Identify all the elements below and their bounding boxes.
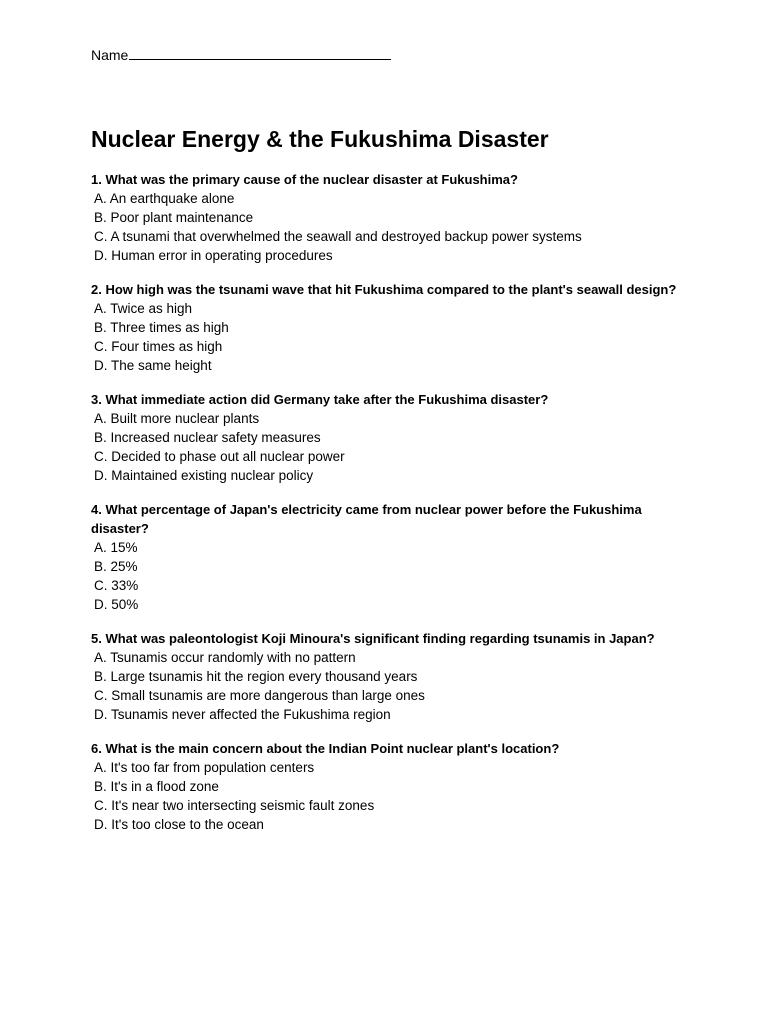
question-5 xyxy=(91,629,691,724)
answer-option-a: A. Built more nuclear plants xyxy=(94,411,260,426)
answer-option-c: C. A tsunami that overwhelmed the seawall and destroyed backup power systems xyxy=(94,229,582,244)
answer-options xyxy=(91,758,691,834)
answer-option-c: C. It's near two intersecting seismic fault zones xyxy=(94,798,375,813)
answer-options xyxy=(91,538,691,614)
answer-option-d: D. 50% xyxy=(94,597,139,612)
answer-option-d: D. Maintained existing nuclear policy xyxy=(94,468,314,483)
answer-option-a: A. An earthquake alone xyxy=(94,191,235,206)
question-1 xyxy=(91,170,691,265)
answer-options xyxy=(91,299,691,375)
question-4 xyxy=(91,500,691,614)
question-text: 4. What percentage of Japan's electricity came from nuclear power before the Fukushima disaster? xyxy=(91,502,642,536)
answer-option-c: C. 33% xyxy=(94,578,139,593)
name-blank-line xyxy=(129,45,391,60)
answer-option-a: A. Twice as high xyxy=(94,301,193,316)
question-text: 2. How high was the tsunami wave that hit Fukushima compared to the plant's seawall design? xyxy=(91,282,677,297)
answer-option-b: B. Large tsunamis hit the region every thousand years xyxy=(94,669,418,684)
answer-option-c: C. Four times as high xyxy=(94,339,223,354)
answer-option-d: D. Human error in operating procedures xyxy=(94,248,333,263)
page-title: Nuclear Energy & the Fukushima Disaster xyxy=(91,126,549,152)
question-text: 5. What was paleontologist Koji Minoura's significant finding regarding tsunamis in Japan? xyxy=(91,631,655,646)
answer-option-a: A. It's too far from population centers xyxy=(94,760,315,775)
answer-options xyxy=(91,409,691,485)
question-list xyxy=(91,170,691,849)
answer-option-d: D. Tsunamis never affected the Fukushima region xyxy=(94,707,391,722)
answer-option-a: A. Tsunamis occur randomly with no pattern xyxy=(94,650,356,665)
answer-option-b: B. It's in a flood zone xyxy=(94,779,219,794)
answer-options xyxy=(91,189,691,265)
question-text: 3. What immediate action did Germany take after the Fukushima disaster? xyxy=(91,392,549,407)
answer-option-d: D. It's too close to the ocean xyxy=(94,817,264,832)
answer-option-d: D. The same height xyxy=(94,358,212,373)
name-field xyxy=(91,45,391,64)
answer-option-c: C. Decided to phase out all nuclear power xyxy=(94,449,345,464)
answer-options xyxy=(91,648,691,724)
answer-option-b: B. 25% xyxy=(94,559,138,574)
name-label: Name xyxy=(91,47,129,63)
answer-option-b: B. Three times as high xyxy=(94,320,229,335)
question-text: 1. What was the primary cause of the nuclear disaster at Fukushima? xyxy=(91,172,518,187)
question-3 xyxy=(91,390,691,485)
answer-option-b: B. Increased nuclear safety measures xyxy=(94,430,321,445)
answer-option-c: C. Small tsunamis are more dangerous than large ones xyxy=(94,688,425,703)
answer-option-a: A. 15% xyxy=(94,540,138,555)
answer-option-b: B. Poor plant maintenance xyxy=(94,210,254,225)
question-6 xyxy=(91,739,691,834)
question-text: 6. What is the main concern about the Indian Point nuclear plant's location? xyxy=(91,741,560,756)
question-2 xyxy=(91,280,691,375)
